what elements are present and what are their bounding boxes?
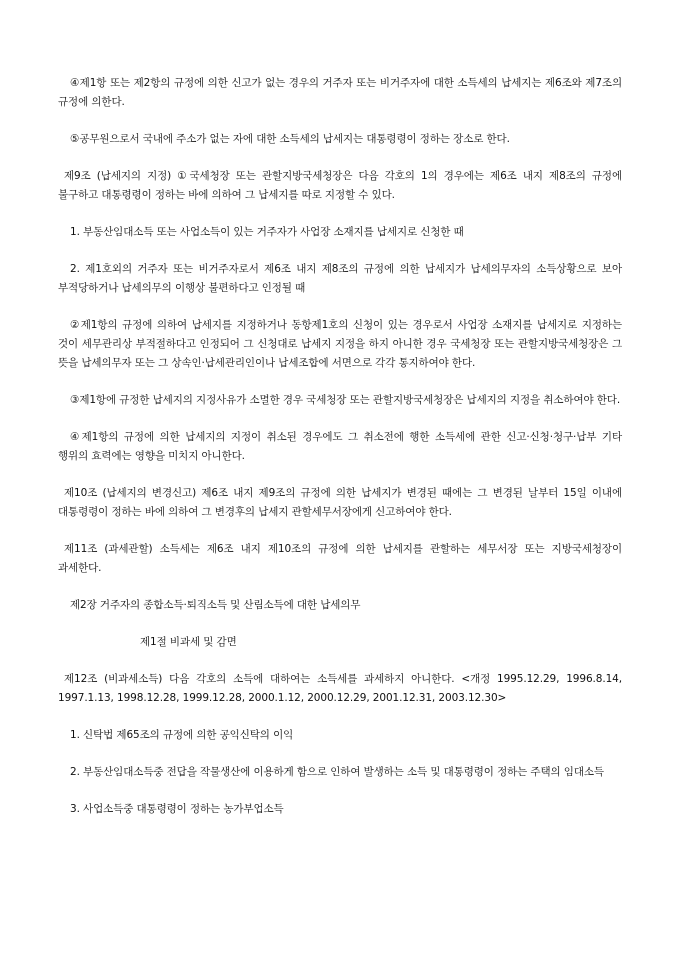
paragraph-art9-4: ④제1항의 규정에 의한 납세지의 지정이 취소된 경우에도 그 취소전에 행한 소득세에 관한 신고·신청·청구·납부 기타 행위의 효력에는 영향을 미치지 아니한다. — [58, 431, 622, 462]
list-item-art9-1-2: 2. 제1호외의 거주자 또는 비거주자로서 제6조 내지 제8조의 규정에 의한 납세지가 납세의무자의 소득상황으로 보아 부적당하거나 납세의무의 이행상 불편하다고 인정될 때 — [58, 263, 622, 294]
paragraph-art9-2: ②제1항의 규정에 의하여 납세지를 지정하거나 동항제1호의 신청이 있는 경우로서 사업장 소재지를 납세지로 지정하는 것이 세무관리상 부적절하다고 인정되어 그 신청대로 납세지 지정을 하지 아니한 경우 국세청장 또는 관할지방국세청장은 그 뜻을 납세의무자 또는 그 상속인·납세관리인이나 납세조합에 서면으로 각각 통지하여야 한다. — [58, 319, 622, 369]
list-item-art9-1-1: 1. 부동산임대소득 또는 사업소득이 있는 거주자가 사업장 소재지를 납세지로 신청한 때 — [70, 226, 464, 238]
paragraph-art9-1: 제9조 (납세지의 지정) ①국세청장 또는 관할지방국세청장은 다음 각호의 1의 경우에는 제6조 내지 제8조의 규정에 불구하고 대통령령이 정하는 바에 의하여 그 납세지를 따로 지정할 수 있다. — [58, 170, 622, 201]
section-heading: 제1절 비과세 및 감면 — [140, 636, 237, 648]
list-item-art12-1: 1. 신탁법 제65조의 규정에 의한 공익신탁의 이익 — [70, 729, 294, 741]
paragraph-art12: 제12조 (비과세소득) 다음 각호의 소득에 대하여는 소득세를 과세하지 아니한다. <개정 1995.12.29, 1996.8.14, 1997.1.13, 1998.12.28, 1999.12.28, 2000.1.12, 2000.12.29, 2001.12.31, 2003.12.30> — [58, 673, 622, 704]
list-item-art12-3: 3. 사업소득중 대통령령이 정하는 농가부업소득 — [70, 803, 284, 815]
paragraph-art9-3: ③제1항에 규정한 납세지의 지정사유가 소멸한 경우 국세청장 또는 관할지방국세청장은 납세지의 지정을 취소하여야 한다. — [70, 394, 621, 406]
list-item-art12-2: 2. 부동산임대소득중 전답을 작물생산에 이용하게 함으로 인하여 발생하는 소득 및 대통령령이 정하는 주택의 임대소득 — [70, 766, 604, 778]
chapter-heading: 제2장 거주자의 종합소득·퇴직소득 및 산림소득에 대한 납세의무 — [70, 599, 361, 611]
paragraph-art10: 제10조 (납세지의 변경신고) 제6조 내지 제9조의 규정에 의한 납세지가 변경된 때에는 그 변경된 날부터 15일 이내에 대통령령이 정하는 바에 의하여 그 변경후의 납세지 관할세무서장에게 신고하여야 한다. — [58, 487, 622, 518]
paragraph-art8-5: ⑤공무원으로서 국내에 주소가 없는 자에 대한 소득세의 납세지는 대통령령이 정하는 장소로 한다. — [70, 133, 510, 145]
paragraph-art11: 제11조 (과세관할) 소득세는 제6조 내지 제10조의 규정에 의한 납세지를 관할하는 세무서장 또는 지방국세청장이 과세한다. — [58, 543, 622, 574]
document-page — [58, 74, 622, 837]
paragraph-art8-4: ④제1항 또는 제2항의 규정에 의한 신고가 없는 경우의 거주자 또는 비거주자에 대한 소득세의 납세지는 제6조와 제7조의 규정에 의한다. — [58, 77, 622, 108]
